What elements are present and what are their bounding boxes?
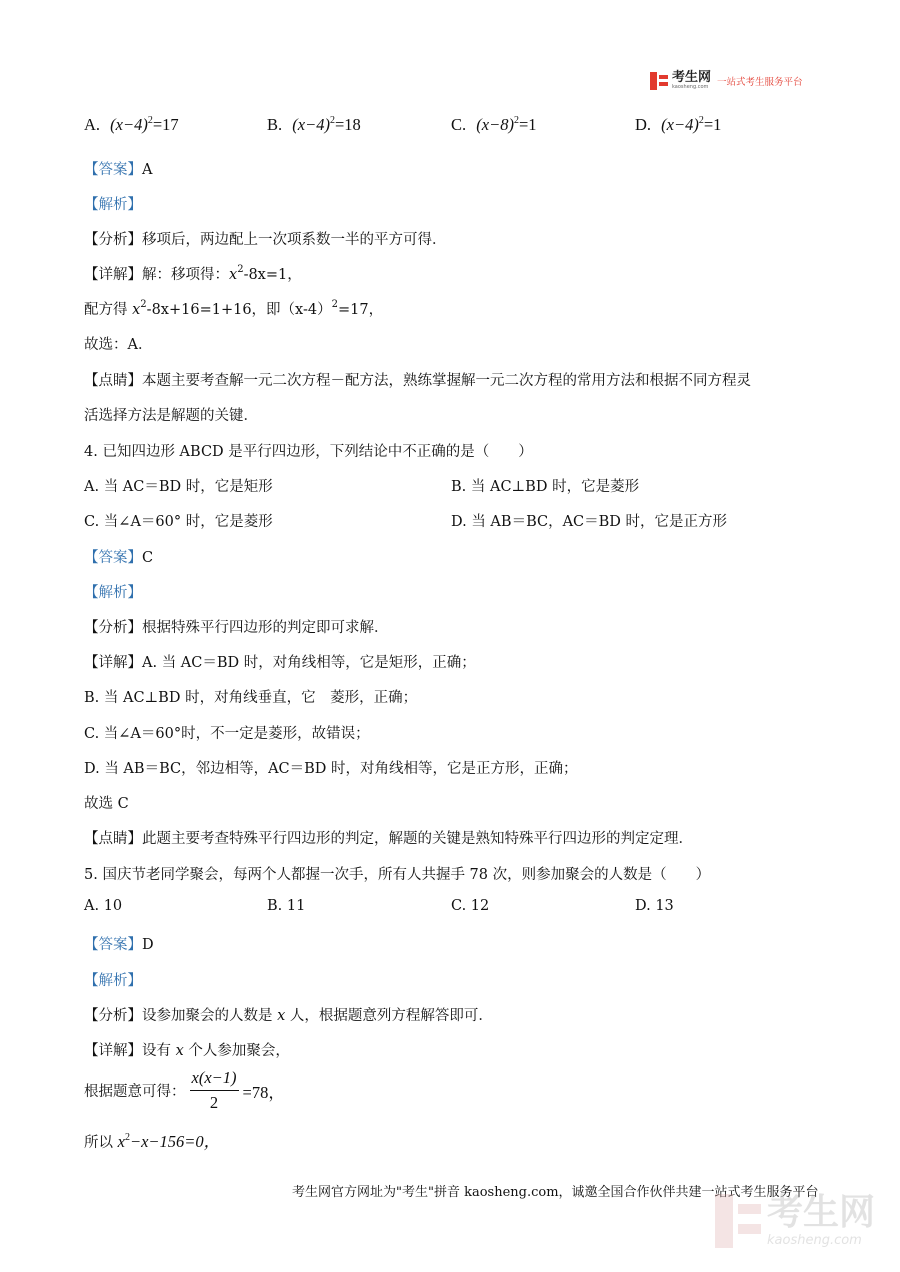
q4-line-d: D. 当 AB＝BC，邻边相等，AC＝BD 时，对角线相等，它是正方形，正确； <box>84 761 578 777</box>
q3-dianjing: 【点睛】本题主要考查解一元二次方程－配方法，熟练掌握解一元二次方程的常用方法和根据不同方程灵 <box>84 373 751 389</box>
q5-option-b: B. 11 <box>267 898 306 914</box>
q4-option-b: B. 当 AC⊥BD 时，它是菱形 <box>451 479 640 495</box>
q5-stem: 5. 国庆节老同学聚会，每两个人都握一次手，所有人共握手 78 次，则参加聚会的人数是（ ） <box>84 867 711 883</box>
q3-answer: 【答案】A <box>84 162 153 178</box>
q4-analysis-tag: 【解析】 <box>84 585 142 601</box>
q3-line2: 配方得 $x^2-8x+16=1+16$，即$(x-4)^2=17$， <box>84 299 384 318</box>
q4-fenxi: 【分析】根据特殊平行四边形的判定即可求解． <box>84 620 389 636</box>
q3-option-d: D. $(x-4)^2=1$ <box>635 115 722 134</box>
q5-option-c: C. 12 <box>451 898 490 914</box>
q5-so: 所以 $x^2-x-156=0$， <box>84 1132 221 1151</box>
logo-slogan: 一站式考生服务平台 <box>717 77 803 88</box>
header-logo <box>650 72 803 90</box>
q4-choose: 故选 C <box>84 796 129 812</box>
q4-option-c: C. 当∠A＝60° 时，它是菱形 <box>84 514 273 530</box>
q5-fenxi: 【分析】设参加聚会的人数是 x 人，根据题意列方程解答即可． <box>84 1008 493 1024</box>
kaosheng-logo-icon <box>650 72 668 90</box>
q3-analysis-tag: 【解析】 <box>84 197 142 213</box>
q4-dianjing: 【点睛】此题主要考查特殊平行四边形的判定，解题的关键是熟知特殊平行四边形的判定定理． <box>84 831 693 847</box>
q4-line-b: B. 当 AC⊥BD 时，对角线垂直，它 菱形，正确； <box>84 690 418 706</box>
q4-answer: 【答案】C <box>84 550 154 566</box>
fraction: $\frac{x(x-1)}{2}$ <box>191 1068 237 1112</box>
q4-xiangjie: 【详解】A. 当 AC＝BD 时，对角线相等，它是矩形，正确； <box>84 655 476 671</box>
footer-text: 考生网官方网址为"考生"拼音 kaosheng.com，诚邀全国合作伙伴共建一站式考生服务平台 <box>292 1185 819 1200</box>
q3-xiangjie: 【详解】解：移项得：$x^2-8x=1$， <box>84 264 302 283</box>
q3-dianjing-cont: 活选择方法是解题的关键． <box>84 408 258 424</box>
q3-fenxi: 【分析】移项后，两边配上一次项系数一半的平方可得． <box>84 232 447 248</box>
watermark-domain: kaosheng.com <box>767 1233 862 1248</box>
q4-option-a: A. 当 AC＝BD 时，它是矩形 <box>84 479 273 495</box>
q3-option-a: A. $(x-4)^2=17$ <box>84 115 179 134</box>
watermark-name: 考生网 <box>767 1192 876 1233</box>
q5-xiangjie: 【详解】设有 x 个人参加聚会， <box>84 1043 290 1059</box>
logo-name: 考生网 <box>672 70 712 85</box>
q5-option-d: D. 13 <box>635 898 674 914</box>
q3-choose: 故选：A． <box>84 337 153 353</box>
q5-equation: 根据题意可得： $\frac{x(x-1)}{2}$ =78， <box>84 1068 285 1112</box>
watermark <box>715 1193 875 1248</box>
logo-domain: kaosheng.com <box>672 84 709 90</box>
q3-option-b: B. $(x-4)^2=18$ <box>267 115 361 134</box>
q5-answer: 【答案】D <box>84 937 154 953</box>
q4-stem: 4. 已知四边形 ABCD 是平行四边形，下列结论中不正确的是（ ） <box>84 444 533 460</box>
q3-option-c: C. $(x-8)^2=1$ <box>451 115 537 134</box>
q4-option-d: D. 当 AB＝BC，AC＝BD 时，它是正方形 <box>451 514 728 530</box>
watermark-logo-icon <box>715 1194 761 1248</box>
q5-analysis-tag: 【解析】 <box>84 973 142 989</box>
q5-option-a: A. 10 <box>84 898 123 914</box>
q4-line-c: C. 当∠A＝60°时，不一定是菱形，故错误； <box>84 726 370 742</box>
